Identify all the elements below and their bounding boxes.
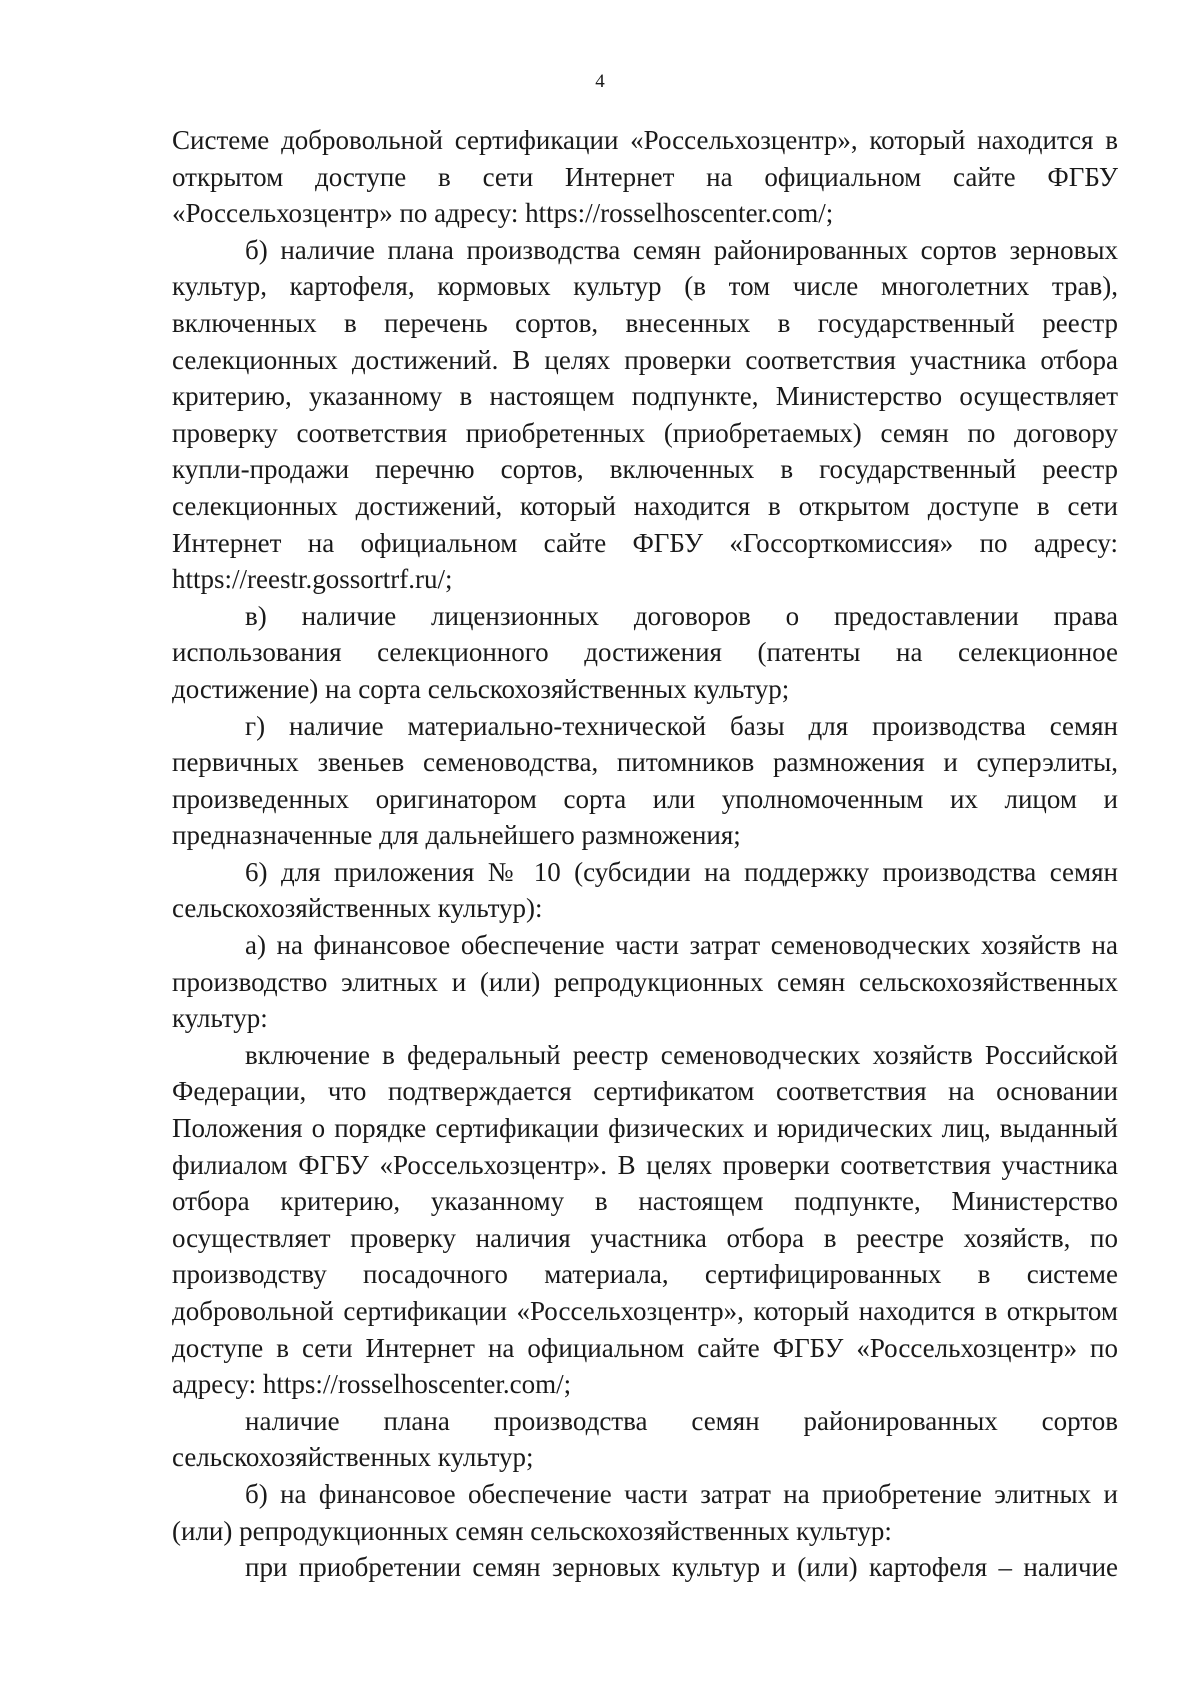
paragraph-grain-potato-purchase: при приобретении семян зерновых культур и (или) картофеля – наличие	[245, 1552, 1118, 1583]
paragraph-b-seed-purchase-costs: б) на финансовое обеспечение части затрат на приобретение элитных и (или) репродукционных семян сельскохозяйственных культур:	[172, 1478, 1118, 1546]
page-number: 4	[595, 71, 605, 92]
paragraph-b-seed-production-plan: б) наличие плана производства семян районированных сортов зерновых культур, картофеля, кормовых культур (в том числе многолетних трав), включенных в перечень сортов, внесенных в государственный реестр селекционных достижений. В целях проверки соответствия участника отбора критерию, указанному в настоящем подпункте, Министерство осуществляет проверку соответствия приобретенных (приобретаемых) семян по договору купли-продажи перечню сортов, включенных в государственный реестр селекционных достижений, который находится в открытом доступе в сети Интернет на официальном сайте ФГБУ «Госсорткомиссия» по адресу: https://reestr.gossortrf.ru/;	[172, 234, 1118, 595]
paragraph-federal-registry-inclusion: включение в федеральный реестр семеноводческих хозяйств Российской Федерации, что подтверждается сертификатом соответствия на основании Положения о порядке сертификации физических и юридических лиц, выданный филиалом ФГБУ «Россельхозцентр». В целях проверки соответствия участника отбора критерию, указанному в настоящем подпункте, Министерство осуществляет проверку наличия участника отбора в реестре хозяйств, по производству посадочного материала, сертифицированных в системе добровольной сертификации «Россельхозцентр», который находится в открытом доступе в сети Интернет на официальном сайте ФГБУ «Россельхозцентр» по адресу: https://rosselhoscenter.com/;	[172, 1039, 1118, 1400]
paragraph-certification-registry-tail: Системе добровольной сертификации «Россельхозцентр», который находится в открытом доступе в сети Интернет на официальном сайте ФГБУ «Россельхозцентр» по адресу: https://rosselhoscenter.com/;	[172, 125, 1118, 229]
document-body	[172, 122, 1118, 1586]
paragraph-v-license-agreements: в) наличие лицензионных договоров о предоставлении права использования селекционного достижения (патенты на селекционное достижение) на сорта сельскохозяйственных культур;	[172, 600, 1118, 704]
paragraph-g-material-technical-base: г) наличие материально-технической базы для производства семян первичных звеньев семеноводства, питомников размножения и суперэлиты, произведенных оригинатором сорта или уполномоченным их лицом и предназначенные для дальнейшего размножения;	[172, 710, 1118, 851]
paragraph-zoned-varieties-plan: наличие плана производства семян районированных сортов сельскохозяйственных культур;	[172, 1405, 1118, 1473]
paragraph-6-appendix-10: 6) для приложения № 10 (субсидии на поддержку производства семян сельскохозяйственных культур):	[172, 856, 1118, 924]
paragraph-a-elite-seed-production-costs: а) на финансовое обеспечение части затрат семеноводческих хозяйств на производство элитных и (или) репродукционных семян сельскохозяйственных культур:	[172, 930, 1118, 1034]
